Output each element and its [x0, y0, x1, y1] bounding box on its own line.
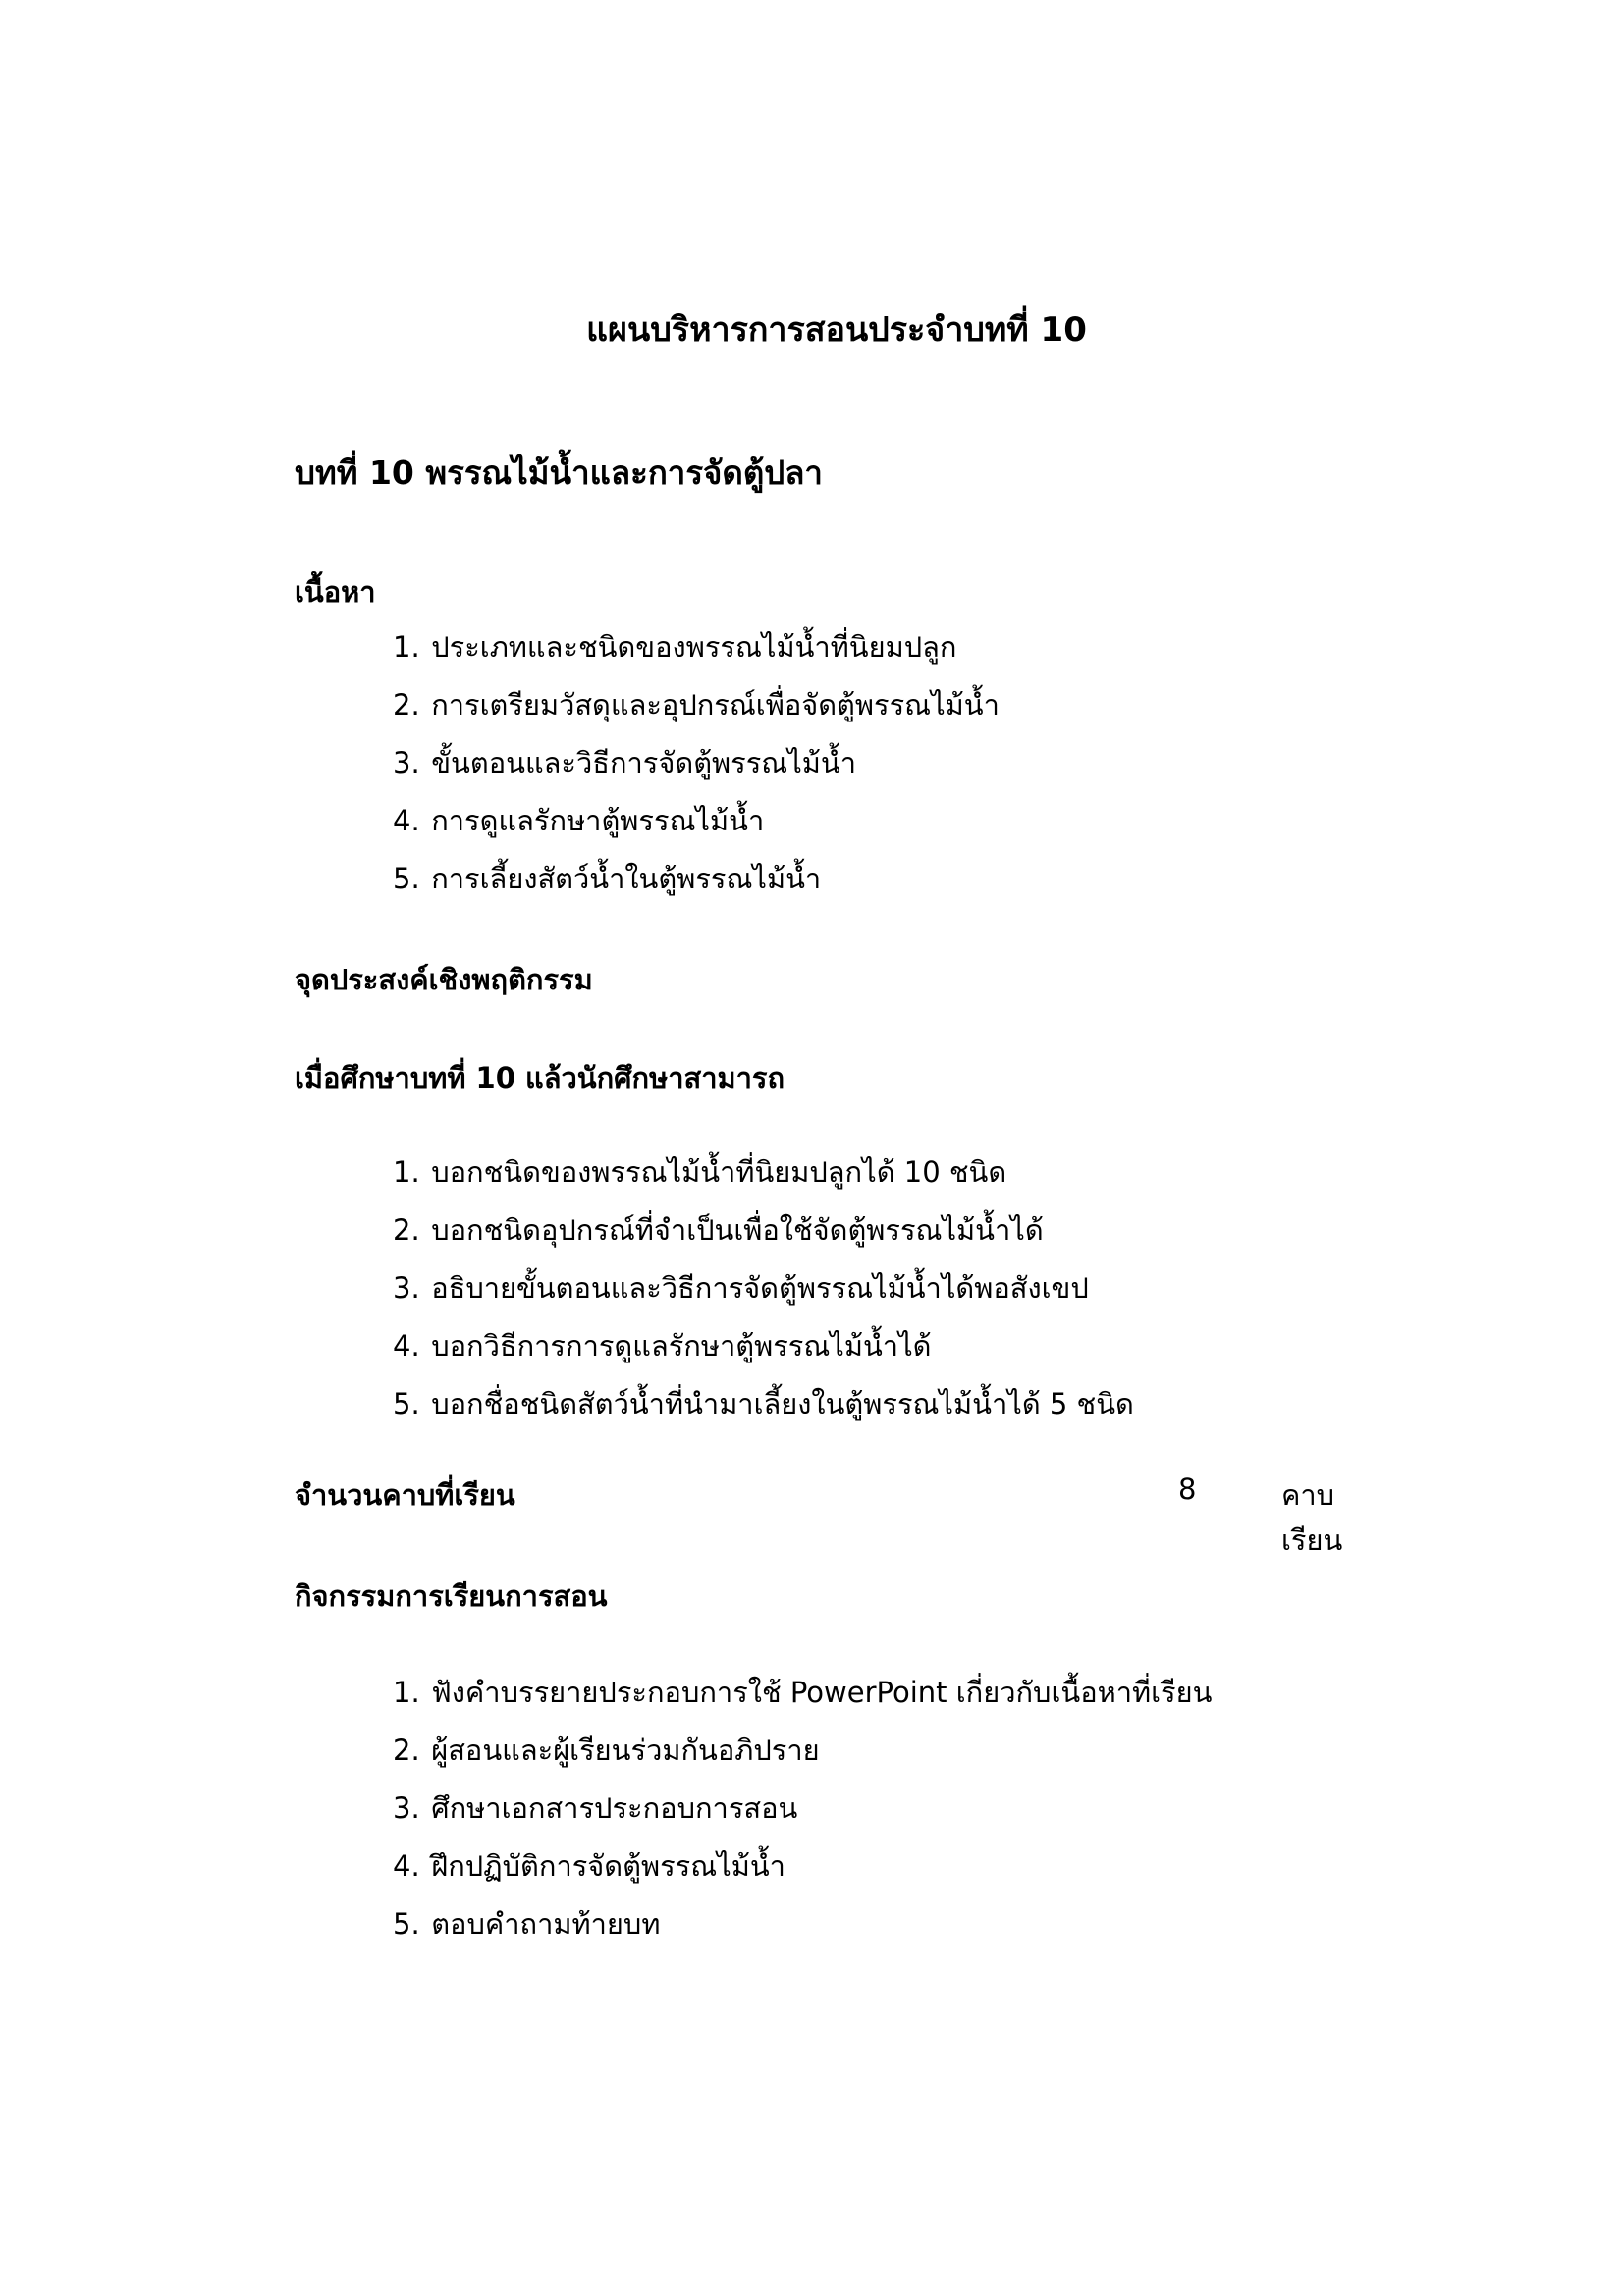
- objectives-list: [393, 1144, 1134, 1433]
- periods-unit: คาบเรียน: [1281, 1478, 1343, 1557]
- periods-row: [295, 1472, 1394, 1557]
- list-item: 1. ฟังคำบรรยายประกอบการใช้ PowerPoint เกี่ยวกับเนื้อหาที่เรียน: [393, 1676, 1213, 1709]
- list-item: 3. ขั้นตอนและวิธีการจัดตู้พรรณไม้น้ำ: [393, 746, 857, 779]
- list-item: 3. ศึกษาเอกสารประกอบการสอน: [393, 1791, 798, 1825]
- list-item: 4. การดูแลรักษาตู้พรรณไม้น้ำ: [393, 804, 765, 837]
- objectives-heading: จุดประสงค์เชิงพฤติกรรม: [295, 963, 593, 996]
- list-item: 5. ตอบคำถามท้ายบท: [393, 1907, 661, 1941]
- list-item: 1. บอกชนิดของพรรณไม้น้ำที่นิยมปลูกได้ 10 ชนิด: [393, 1155, 1007, 1189]
- content-list: [393, 618, 1000, 908]
- activities-list: [393, 1664, 1212, 1953]
- list-item: 4. ฝึกปฏิบัติการจัดตู้พรรณไม้น้ำ: [393, 1849, 785, 1883]
- list-item: 1. ประเภทและชนิดของพรรณไม้น้ำที่นิยมปลูก: [393, 630, 957, 664]
- objectives-subheading: เมื่อศึกษาบทที่ 10 แล้วนักศึกษาสามารถ: [295, 1061, 785, 1095]
- list-item: 3. อธิบายขั้นตอนและวิธีการจัดตู้พรรณไม้น้ำได้พอสังเขป: [393, 1271, 1089, 1305]
- list-item: 2. การเตรียมวัสดุและอุปกรณ์เพื่อจัดตู้พรรณไม้น้ำ: [393, 688, 1000, 721]
- list-item: 5. บอกชื่อชนิดสัตว์น้ำที่นำมาเลี้ยงในตู้พรรณไม้น้ำได้ 5 ชนิด: [393, 1387, 1134, 1420]
- page-title: แผนบริหารการสอนประจำบทที่ 10: [586, 310, 1087, 349]
- list-item: 2. ผู้สอนและผู้เรียนร่วมกันอภิปราย: [393, 1734, 820, 1767]
- list-item: 2. บอกชนิดอุปกรณ์ที่จำเป็นเพื่อใช้จัดตู้พรรณไม้น้ำได้: [393, 1213, 1044, 1247]
- list-item: 5. การเลี้ยงสัตว์น้ำในตู้พรรณไม้น้ำ: [393, 862, 822, 895]
- periods-value: 8: [1178, 1472, 1197, 1506]
- content-heading: เนื้อหา: [295, 575, 376, 609]
- list-item: 4. บอกวิธีการการดูแลรักษาตู้พรรณไม้น้ำได้: [393, 1329, 932, 1362]
- chapter-heading: บทที่ 10 พรรณไม้น้ำและการจัดตู้ปลา: [295, 454, 823, 492]
- activities-heading: กิจกรรมการเรียนการสอน: [295, 1579, 608, 1613]
- periods-label: จำนวนคาบที่เรียน: [295, 1478, 515, 1512]
